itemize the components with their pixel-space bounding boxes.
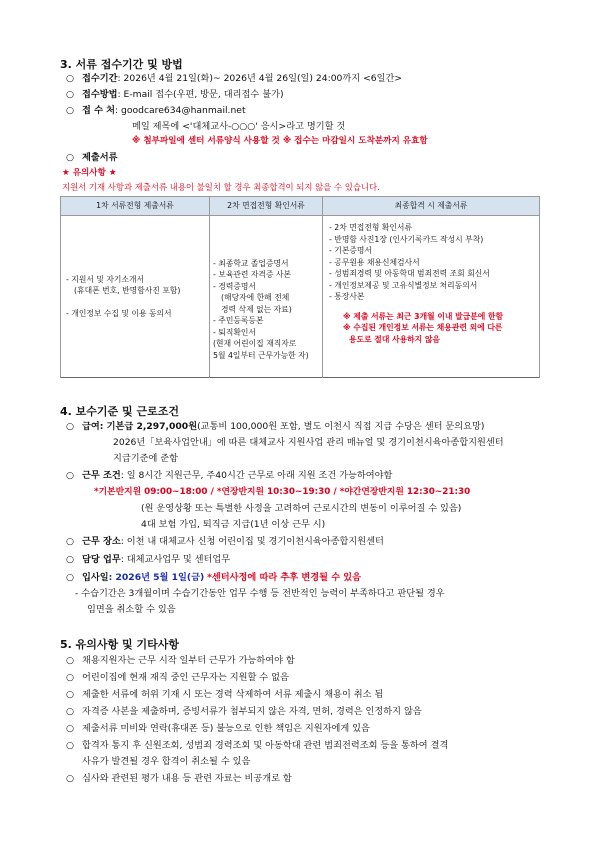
circle-bullet-icon: ○: [66, 536, 75, 547]
table-header-cell: 최종합격 시 제출서류: [323, 197, 540, 216]
pay-line-2: 2026년「보육사업안내」에 따른 대체교사 지원사업 관리 매뉴얼 및 경기이천시육아종합지원센터: [113, 437, 504, 448]
list-item-text: 어린이집에 현재 재직 중인 근무자는 지원할 수 없음: [82, 672, 289, 683]
list-item: [66, 654, 295, 667]
period-label: 접수기간: [82, 73, 118, 84]
shifts-note: (원 운영상황 또는 특별한 사정을 고려하여 근로시간의 변동이 이루어질 수 있음): [141, 503, 462, 514]
table-cell-line: - 보육관련 자격증 사본: [213, 270, 292, 280]
list-item: [66, 739, 448, 752]
table-cell-line: - 기본증명서: [329, 246, 372, 255]
email-address: : goodcare634@hanmail.net: [115, 105, 246, 116]
table-header-cell: 1차 서류전형 제출서류: [61, 197, 210, 216]
duty-line: [66, 553, 230, 566]
table-cell-line: - 경력증명서: [213, 281, 256, 291]
pay-line-3: 지급기준에 준함: [113, 453, 179, 464]
list-item: [66, 772, 292, 785]
list-item-text: 채용지원자는 근무 시작 일부터 근무가 가능하여야 함: [82, 655, 295, 666]
circle-bullet-icon: ○: [66, 152, 75, 163]
table-cell-line: (해당자에 한해 전체: [221, 293, 290, 303]
insurance-line: 4대 보험 가입, 퇴직금 지급(1년 이상 근무 시): [141, 519, 326, 530]
workplace-label: 근무 장소: [82, 536, 121, 547]
circle-bullet-icon: ○: [66, 73, 75, 84]
table-cell-line: (휴대폰 번호, 반명함사진 포함): [74, 286, 181, 295]
start-date-line: [66, 571, 361, 584]
attach-note: ※ 첨부파일에 센터 서류양식 사용할 것 ※ 접수는 마감일시 도착분까지 유효함: [132, 136, 428, 146]
circle-bullet-icon: ○: [66, 105, 75, 116]
hours-label: 근무 조건: [82, 470, 121, 481]
pay-detail: (교통비 100,000원 포함, 별도 이천시 직접 지급 수당은 센터 문의요망): [197, 421, 485, 432]
mail-subject-note: 메일 제목에 <'대체교사-○○○' 응시>라고 명기할 것: [132, 121, 346, 132]
list-item-text: 제출서류 미비와 연락(휴대폰 등) 불능으로 인한 책임은 지원자에게 있음: [82, 723, 370, 734]
table-note: 용도로 절대 사용하지 않음: [349, 334, 440, 344]
list-item: [66, 671, 289, 684]
table-cell-line: - 성범죄경력 및 아동학대 범죄전력 조회 회신서: [329, 269, 490, 278]
table-cell-line: [66, 297, 204, 309]
list-item-text: 합격자 통지 후 신원조회, 성범죄 경력조회 및 아동학대 관련 범죄전력조회 등을 통하여 결격: [82, 740, 449, 751]
table-note: ※ 수집된 개인정보 서류는 채용관련 외에 다른: [343, 323, 503, 332]
circle-bullet-icon: ○: [66, 655, 75, 666]
caution-label: ★ 유의사항 ★: [62, 168, 117, 178]
probation-line-1: - 수습기간은 3개월이며 수습기간동안 업무 수행 등 전반적인 능력이 부족하다고 판단될 경우: [75, 588, 445, 599]
duty-label: 담당 업무: [82, 554, 121, 565]
method-label: 접수방법: [82, 89, 118, 100]
circle-bullet-icon: ○: [66, 672, 75, 683]
circle-bullet-icon: ○: [66, 421, 75, 432]
hours-value: : 일 8시간 지원근무, 주40시간 근무로 아래 지원 조건 가능하여야함: [120, 470, 393, 481]
table-cell-line: 5월 4일부터 근무가능한 자): [213, 350, 309, 360]
table-row: [61, 216, 540, 378]
place-line: [66, 104, 246, 117]
table-cell-line: - 통장사본: [329, 292, 365, 301]
duty-value: : 대체교사업무 및 센터업무: [120, 554, 231, 565]
method-value: : E-mail 접수(우편, 방문, 대리접수 불가): [117, 89, 284, 100]
circle-bullet-icon: ○: [66, 470, 75, 481]
table-cell-line: - 주민등록등본: [213, 316, 264, 326]
docs-label: 제출서류: [82, 152, 118, 163]
method-line: [66, 88, 284, 101]
table-cell-line: - 2차 면접전형 확인서류: [329, 223, 412, 232]
circle-bullet-icon: ○: [66, 554, 75, 565]
table-cell-line: - 최종학교 졸업증명서: [213, 258, 289, 268]
circle-bullet-icon: ○: [66, 723, 75, 734]
pay-label: 급여: [82, 421, 100, 432]
workplace-value: : 이천 내 대체교사 신청 어린이집 및 경기이천시육아종합지원센터: [120, 536, 384, 547]
section5-title: 5. 유의사항 및 기타사항: [60, 638, 179, 651]
table-note: ※ 제출 서류는 최근 3개월 이내 발급분에 한함: [343, 311, 504, 321]
circle-bullet-icon: ○: [66, 773, 75, 784]
caution-text: 지원서 기재 사항과 제출서류 내용이 불일치 할 경우 최종합격이 되지 않을 수 있습니다.: [62, 182, 380, 192]
circle-bullet-icon: ○: [66, 740, 75, 751]
list-item-text: 자격증 사본을 제출하며, 증빙서류가 첨부되지 않은 자격, 면허, 경력은 인정하지 않음: [82, 706, 422, 717]
list-item-text: 제출한 서류에 허위 기재 시 또는 경력 삭제하여 서류 제출시 채용이 취소 됨: [82, 689, 384, 700]
hours-line: [66, 469, 392, 482]
table-cell-line: - 퇴직확인서: [213, 327, 256, 337]
circle-bullet-icon: ○: [66, 572, 75, 583]
table-cell-line: - 공무원용 채용신체검사서: [329, 257, 420, 267]
place-label: 접 수 처: [82, 105, 116, 116]
circle-bullet-icon: ○: [66, 89, 75, 100]
table-cell-col2: [210, 216, 323, 378]
list-item: [66, 722, 370, 735]
table-cell-col3: [323, 216, 540, 378]
period-line: [66, 72, 402, 85]
list-item: [66, 705, 422, 718]
section3-title: 3. 서류 접수기간 및 방법: [60, 58, 183, 71]
docs-line: [66, 151, 118, 164]
spacer: [329, 303, 534, 311]
probation-line-2: 임면을 취소할 수 있음: [87, 604, 176, 615]
section4-title: 4. 보수기준 및 근로조건: [60, 405, 179, 418]
circle-bullet-icon: ○: [66, 689, 75, 700]
start-date: : 2026년 5월 1일(금): [108, 572, 205, 583]
table-cell-line: - 지원서 및 자기소개서: [66, 274, 145, 284]
table-cell-line: - 개인정보 수집 및 이용 동의서: [66, 309, 172, 318]
workplace-line: [66, 535, 384, 548]
start-label: 입사일: [82, 572, 109, 583]
circle-bullet-icon: ○: [66, 706, 75, 717]
table-cell-line: - 개인정보제공 및 고유식별정보 처리동의서: [329, 280, 478, 290]
pay-line: [66, 420, 484, 433]
shift-times: *기본반지원 09:00~18:00 / *연장반지원 10:30~19:30 / *야간연장반지원 12:30~21:30: [94, 487, 471, 497]
table-cell-col1: [61, 216, 210, 378]
table-cell-line: - 반명함 사진1장 (인사기록카드 작성시 부착): [329, 234, 484, 244]
table-cell-line: 경력 삭제 없는 자료): [221, 304, 292, 314]
pay-base: : 기본급 2,297,000원: [99, 421, 198, 432]
list-item-text: 심사와 관련된 평가 내용 등 관련 자료는 비공개로 함: [82, 773, 292, 784]
period-value: : 2026년 4월 21일(화)~ 2026년 4월 26일(일) 24:00까지 <6일간>: [117, 73, 403, 84]
table-cell-line: (현재 어린이집 재직자로: [213, 339, 297, 349]
documents-table: [60, 196, 540, 378]
table-header-cell: 2차 면접전형 확인서류: [210, 197, 323, 216]
list-item: [66, 688, 383, 701]
list-item-continuation: 사유가 발견될 경우 합격이 취소될 수 있음: [82, 756, 251, 767]
start-note: *센터사정에 따라 추후 변경될 수 있음: [207, 572, 362, 583]
